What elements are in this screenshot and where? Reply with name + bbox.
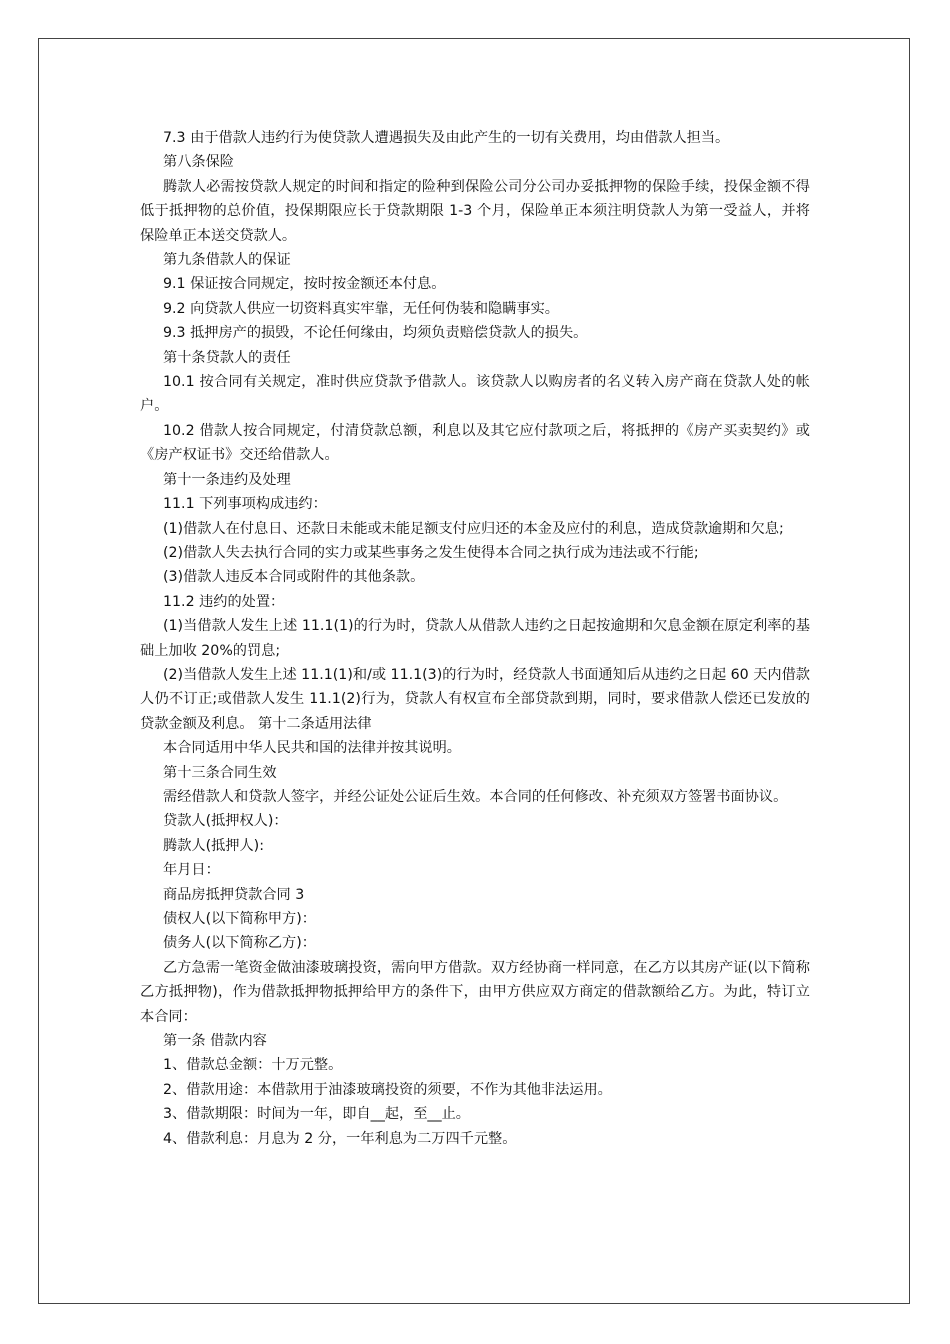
paragraph: 9.3 抵押房产的损毁，不论任何缘由，均须负责赔偿贷款人的损失。 <box>163 325 588 342</box>
paragraph: 11.2 违约的处置： <box>163 593 285 610</box>
paragraph: 需经借款人和贷款人签字，并经公证处公证后生效。本合同的任何修改、补充须双方签署书面协议。 <box>163 788 788 805</box>
list-item: 4、借款利息：月息为 2 分，一年利息为二万四千元整。 <box>163 1130 517 1147</box>
date-line: 年月日： <box>163 862 220 879</box>
paragraph: 7.3 由于借款人违约行为使贷款人遭遇损失及由此产生的一切有关费用，均由借款人担当。 <box>163 130 730 146</box>
section-heading: 第一条 借款内容 <box>163 1033 267 1050</box>
paragraph: 11.1 下列事项构成违约： <box>163 496 327 513</box>
paragraph: (3)借款人违反本合同或附件的其他条款。 <box>163 569 425 586</box>
section-heading: 第十一条违约及处理 <box>163 471 291 488</box>
paragraph: 10.1 按合同有关规定，准时供应贷款予借款人。该贷款人以购房者的名义转入房产商在贷款人处的帐户。 <box>140 374 810 415</box>
paragraph: 9.1 保证按合同规定，按时按金额还本付息。 <box>163 276 446 293</box>
paragraph: 腾款人必需按贷款人规定的时间和指定的险种到保险公司分公司办妥抵押物的保险手续，投保金额不得低于抵押物的总价值，投保期限应长于贷款期限 1-3 个月，保险单正本须注明贷款人为第一受益人，并将保险单正本送交贷款人。 <box>140 178 810 244</box>
paragraph: 10.2 借款人按合同规定，付清贷款总额，利息以及其它应付款项之后，将抵押的《房产买卖契约》或《房产权证书》交还给借款人。 <box>140 422 810 464</box>
contract-title: 商品房抵押贷款合同 3 <box>163 886 305 903</box>
list-item: 1、借款总金额：十万元整。 <box>163 1057 343 1074</box>
paragraph: (2)借款人失去执行合同的实力或某些事务之发生使得本合同之执行成为违法或不行能; <box>163 544 699 561</box>
paragraph: (1)借款人在付息日、还款日未能或未能足额支付应归还的本金及应付的利息，造成贷款逾期和欠息; <box>163 520 784 537</box>
debtor-line: 债务人(以下简称乙方)： <box>163 935 316 952</box>
signature-line-lender: 贷款人(抵押权人)： <box>163 813 288 830</box>
section-heading: 第十条贷款人的责任 <box>163 349 291 366</box>
section-heading: 第十三条合同生效 <box>163 764 277 781</box>
paragraph: 9.2 向贷款人供应一切资料真实牢靠，无任何伪装和隐瞒事实。 <box>163 300 559 317</box>
section-heading: 第八条保险 <box>163 154 234 171</box>
document-body <box>140 126 810 1151</box>
paragraph: 本合同适用中华人民共和国的法律并按其说明。 <box>163 740 461 757</box>
signature-line-borrower: 腾款人(抵押人): <box>163 837 264 854</box>
list-item: 3、借款期限：时间为一年，即自__起，至__止。 <box>163 1106 470 1123</box>
paragraph: (2)当借款人发生上述 11.1(1)和/或 11.1(3)的行为时，经贷款人书面通知后从违约之日起 60 天内借款人仍不订正;或借款人发生 11.1(2)行为，贷款人有权宣布全部贷款到期，同时，要求借款人偿还已发放的贷款金额及利息。 第十二条适用法律 <box>140 666 810 732</box>
paragraph: (1)当借款人发生上述 11.1(1)的行为时，贷款人从借款人违约之日起按逾期和欠息金额在原定利率的基础上加收 20%的罚息; <box>140 618 810 659</box>
creditor-line: 债权人(以下简称甲方)： <box>163 911 316 927</box>
section-heading: 第九条借款人的保证 <box>163 252 291 269</box>
list-item: 2、借款用途：本借款用于油漆玻璃投资的须要，不作为其他非法运用。 <box>163 1081 612 1098</box>
paragraph: 乙方急需一笔资金做油漆玻璃投资，需向甲方借款。双方经协商一样同意，在乙方以其房产证(以下简称乙方抵押物)，作为借款抵押物抵押给甲方的条件下，由甲方供应双方商定的借款额给乙方。为此，特订立本合同： <box>140 959 810 1025</box>
